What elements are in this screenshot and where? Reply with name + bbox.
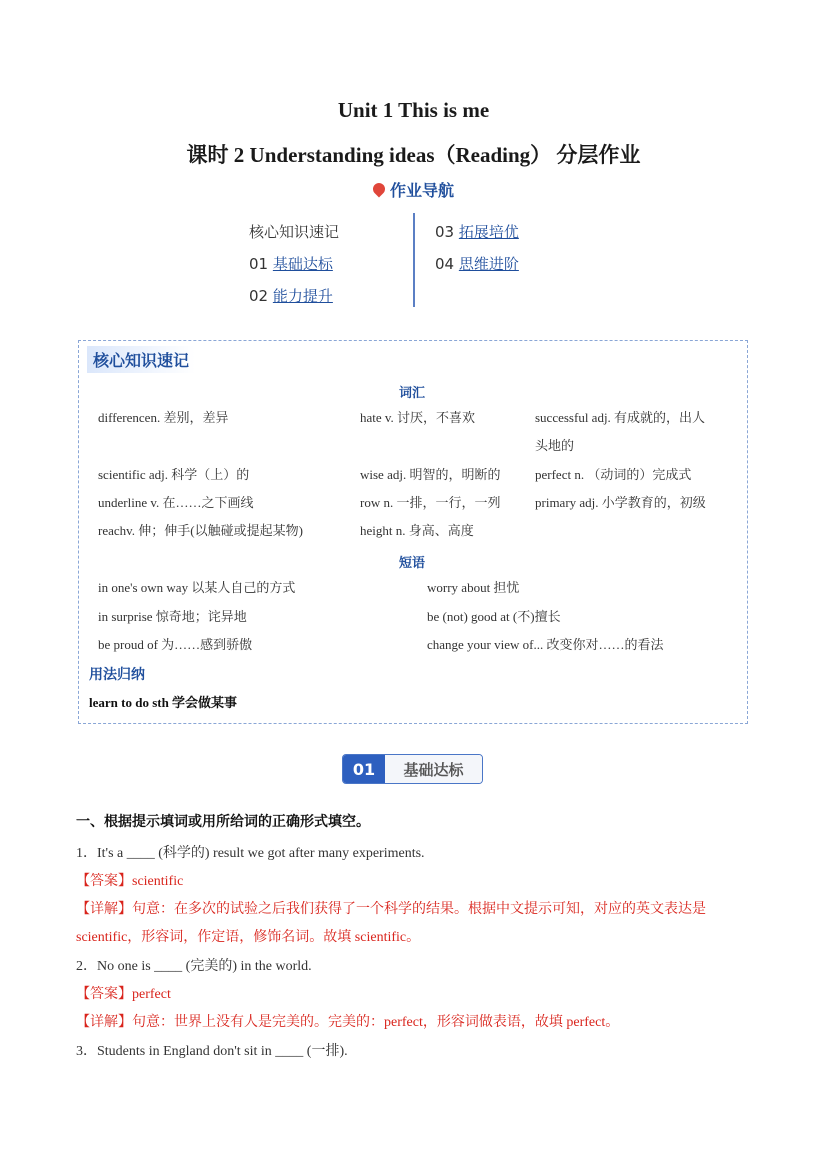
vocab-item: successful adj. 有成就的，出人 — [535, 410, 706, 425]
phrase-item: be proud of 为……感到骄傲 — [98, 637, 253, 652]
vocab-item: underline v. 在……之下画线 — [98, 495, 254, 510]
unit-title: Unit 1 This is me — [337, 98, 490, 122]
usage-text: learn to do sth 学会做某事 — [89, 695, 238, 710]
nav-item-02[interactable]: 02 能力提升 — [249, 287, 333, 305]
section-label: 基础达标 — [385, 755, 482, 783]
nav-left-column — [249, 216, 339, 312]
answer-1: 【答案】scientific — [76, 874, 184, 889]
nav-item-01[interactable]: 01 基础达标 — [249, 255, 333, 273]
phrase-item: change your view of... 改变你对……的看法 — [427, 637, 664, 652]
phrase-item: be (not) good at (不)擅长 — [427, 609, 561, 624]
phrase-item: in surprise 惊奇地；诧异地 — [98, 609, 247, 624]
vocab-item: hate v. 讨厌，不喜欢 — [360, 410, 476, 425]
vocab-item: differencen. 差别，差异 — [98, 410, 229, 425]
nav-item-04[interactable]: 04 思维进阶 — [435, 255, 519, 273]
usage-label: 用法归纳 — [89, 667, 145, 683]
explanation-1: 【详解】句意：在多次的试验之后我们获得了一个科学的结果。根据中文提示可知，对应的英文表达是 — [76, 902, 706, 917]
vocab-item: wise adj. 明智的，明断的 — [360, 467, 501, 482]
vocab-item: height n. 身高、高度 — [360, 523, 474, 538]
nav-item-03[interactable]: 03 拓展培优 — [435, 223, 519, 241]
exercise-heading: 一、根据提示填词或用所给词的正确形式填空。 — [76, 814, 370, 830]
explanation-1-cont: scientific，形容词，作定语，修饰名词。故填 scientific。 — [76, 930, 421, 945]
vocab-item: row n. 一排，一行，一列 — [360, 495, 501, 510]
nav-item-label: 核心知识速记 — [249, 223, 340, 241]
nav-link-thinking[interactable]: 思维进阶 — [458, 255, 519, 273]
section-01-badge — [342, 754, 483, 784]
nav-link-basic[interactable]: 基础达标 — [272, 255, 333, 273]
phrase-label: 短语 — [399, 556, 426, 571]
location-pin-icon — [370, 181, 387, 198]
nav-right-column — [435, 216, 519, 280]
question-3: 3．Students in England don't sit in ____ (一排). — [76, 1044, 348, 1059]
nav-link-extension[interactable]: 拓展培优 — [458, 223, 519, 241]
nav-divider — [413, 213, 415, 307]
vocab-item: primary adj. 小学教育的，初级 — [535, 495, 706, 510]
section-number: 01 — [343, 755, 385, 783]
vocab-label: 词汇 — [399, 386, 426, 401]
explanation-2: 【详解】句意：世界上没有人是完美的。完美的：perfect，形容词做表语，故填 perfect。 — [76, 1015, 620, 1030]
question-1: 1．It's a ____ (科学的) result we got after many experiments. — [76, 846, 425, 861]
phrase-item: worry about 担忧 — [427, 580, 520, 595]
core-knowledge-badge: 核心知识速记 — [87, 346, 195, 373]
vocab-item: 头地的 — [535, 438, 575, 453]
question-2: 2．No one is ____ (完美的) in the world. — [76, 959, 312, 974]
vocab-item: perfect n. （动词的）完成式 — [535, 467, 692, 482]
nav-item-core-knowledge[interactable] — [249, 216, 339, 248]
lesson-title: 课时 2 Understanding ideas（Reading） 分层作业 — [186, 143, 641, 167]
nav-link-ability[interactable]: 能力提升 — [272, 287, 333, 305]
phrase-item: in one's own way 以某人自己的方式 — [98, 580, 296, 595]
homework-nav-header — [0, 178, 827, 201]
vocab-item: reachv. 伸；伸手(以触碰或提起某物) — [98, 523, 303, 538]
answer-2: 【答案】perfect — [76, 987, 171, 1002]
homework-nav-title: 作业导航 — [389, 181, 454, 200]
vocab-item: scientific adj. 科学（上）的 — [98, 467, 250, 482]
